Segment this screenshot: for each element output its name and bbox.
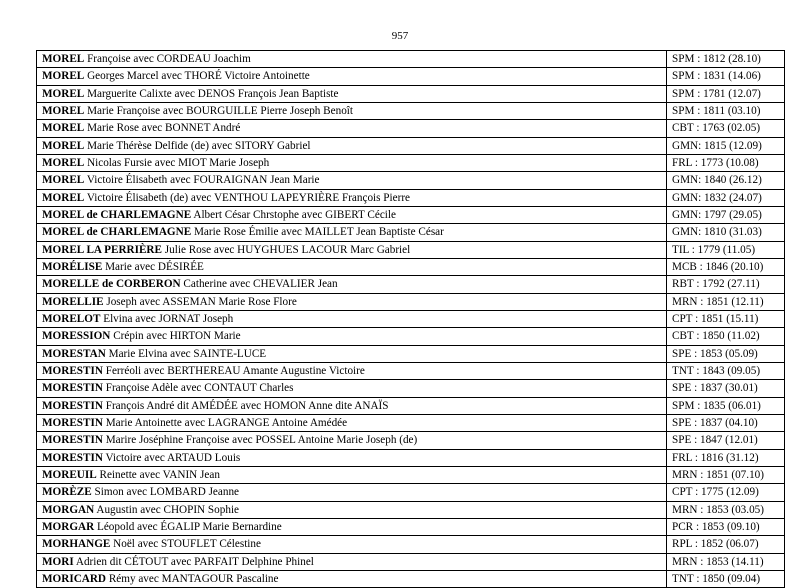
record-entry-cell [37, 241, 667, 258]
record-entry-cell [37, 362, 667, 379]
page-number: 957 [391, 30, 409, 42]
record-surname: MOREL [42, 53, 85, 65]
table-row [37, 102, 785, 119]
table-row [37, 345, 785, 362]
record-entry-cell [37, 68, 667, 85]
record-entry-cell [37, 224, 667, 241]
table-row [37, 328, 785, 345]
record-reference-cell: CPT : 1775 (12.09) [667, 484, 785, 501]
record-entry-cell [37, 276, 667, 293]
record-detail: Françoise Adèle avec CONTAUT Charles [102, 382, 294, 395]
record-surname: MOREUIL [42, 468, 97, 481]
record-detail: Marie Antoinette avec LAGRANGE Antoine Amédée [102, 416, 348, 429]
record-reference-cell: SPM : 1811 (03.10) [667, 102, 785, 119]
table-row [37, 137, 785, 154]
record-entry-cell [37, 484, 667, 501]
record-entry-cell [37, 293, 667, 310]
record-surname: MORELOT [42, 312, 101, 325]
record-surname: MORESTAN [42, 347, 106, 360]
record-detail: Léopold avec ÉGALIP Marie Bernardine [94, 520, 282, 533]
record-reference-cell: FRL : 1773 (10.08) [667, 154, 785, 171]
record-reference-cell: GMN: 1797 (29.05) [667, 206, 785, 223]
record-surname: MOREL [42, 156, 85, 169]
record-reference-cell: CBT : 1850 (11.02) [667, 328, 785, 345]
record-detail: Simon avec LOMBARD Jeanne [91, 486, 240, 499]
record-detail: Rémy avec MANTAGOUR Pascaline [106, 572, 279, 585]
record-detail: Nicolas Fursie avec MIOT Marie Joseph [84, 156, 270, 169]
record-surname: MOREL [42, 191, 85, 204]
record-reference-cell: SPE : 1837 (30.01) [667, 380, 785, 397]
table-row [37, 120, 785, 137]
record-surname: MOREL [42, 174, 85, 187]
record-surname: MORICARD [42, 572, 107, 585]
record-surname: MORESSION [42, 330, 111, 343]
table-row [37, 414, 785, 431]
record-surname: MOREL [42, 104, 85, 117]
record-detail: Julie Rose avec HUYGHUES LACOUR Marc Gabriel [161, 243, 411, 256]
record-surname: MORESTIN [42, 364, 103, 377]
record-entry-cell [37, 102, 667, 119]
record-detail: Ferréoli avec BERTHEREAU Amante Augustine Victoire [102, 364, 365, 377]
record-detail: Marie Françoise avec BOURGUILLE Pierre Joseph Benoît [84, 104, 354, 117]
records-table-container [36, 50, 764, 588]
table-row [37, 241, 785, 258]
table-row [37, 206, 785, 223]
record-surname: MORÉLISE [42, 260, 103, 273]
record-reference-cell: MRN : 1851 (12.11) [667, 293, 785, 310]
record-detail: Adrien dit CÉTOUT avec PARFAIT Delphine Phinel [73, 555, 314, 568]
table-row [37, 484, 785, 501]
record-reference-cell: SPM : 1812 (28.10) [667, 51, 785, 68]
record-entry-cell [37, 137, 667, 154]
record-surname: MORGAR [42, 520, 95, 533]
record-detail: Victoire avec ARTAUD Louis [102, 451, 241, 464]
record-entry-cell [37, 310, 667, 327]
record-entry-cell [37, 466, 667, 483]
record-entry-cell [37, 397, 667, 414]
table-row [37, 224, 785, 241]
record-detail: Albert César Chrstophe avec GIBERT Cécile [191, 208, 396, 221]
table-row [37, 276, 785, 293]
record-detail: Reinette avec VANIN Jean [96, 468, 220, 481]
record-reference-cell: RPL : 1852 (06.07) [667, 536, 785, 553]
record-detail: François André dit AMÉDÉE avec HOMON Anne dite ANAÏS [102, 399, 389, 412]
record-detail: Victoire Élisabeth avec FOURAIGNAN Jean Marie [84, 174, 320, 187]
record-reference-cell: MRN : 1853 (14.11) [667, 553, 785, 570]
record-surname: MOREL [42, 122, 85, 135]
table-row [37, 85, 785, 102]
record-detail: Marie Rose avec BONNET André [84, 122, 241, 135]
record-surname: MOREL de CHARLEMAGNE [42, 226, 192, 239]
record-entry-cell [37, 51, 667, 68]
table-row [37, 553, 785, 570]
record-reference-cell: GMN: 1810 (31.03) [667, 224, 785, 241]
record-surname: MORÈZE [42, 486, 92, 499]
record-reference-cell: SPM : 1781 (12.07) [667, 85, 785, 102]
record-surname: MOREL [42, 87, 85, 100]
table-row [37, 258, 785, 275]
record-detail: Marie Rose Émilie avec MAILLET Jean Baptiste César [191, 226, 444, 239]
record-surname: MORELLIE [42, 295, 104, 308]
table-row [37, 397, 785, 414]
record-reference-cell: MRN : 1853 (03.05) [667, 501, 785, 518]
record-entry-cell [37, 85, 667, 102]
record-reference-cell: SPE : 1847 (12.01) [667, 432, 785, 449]
table-row [37, 466, 785, 483]
record-reference-cell: CBT : 1763 (02.05) [667, 120, 785, 137]
table-row [37, 362, 785, 379]
record-reference-cell: TNT : 1850 (09.04) [667, 570, 785, 587]
record-entry-cell [37, 536, 667, 553]
record-entry-cell [37, 206, 667, 223]
record-surname: MORESTIN [42, 382, 103, 395]
table-row [37, 189, 785, 206]
record-reference-cell: RBT : 1792 (27.11) [667, 276, 785, 293]
record-detail: Françoise avec CORDEAU Joachim [84, 53, 251, 65]
record-reference-cell: PCR : 1853 (09.10) [667, 518, 785, 535]
table-row [37, 449, 785, 466]
record-detail: Marire Joséphine Françoise avec POSSEL Antoine Marie Joseph (de) [102, 434, 418, 447]
record-surname: MORESTIN [42, 399, 103, 412]
record-surname: MORHANGE [42, 538, 111, 551]
record-detail: Joseph avec ASSEMAN Marie Rose Flore [103, 295, 297, 308]
record-surname: MOREL [42, 139, 85, 152]
record-detail: Marguerite Calixte avec DENOS François Jean Baptiste [84, 87, 339, 100]
record-reference-cell: GMN: 1815 (12.09) [667, 137, 785, 154]
table-row [37, 518, 785, 535]
record-reference-cell: SPE : 1853 (05.09) [667, 345, 785, 362]
record-reference-cell: SPM : 1835 (06.01) [667, 397, 785, 414]
table-row [37, 570, 785, 587]
record-detail: Marie avec DÉSIRÉE [102, 260, 204, 273]
records-table [36, 50, 785, 588]
record-detail: Victoire Élisabeth (de) avec VENTHOU LAPEYRIÈRE François Pierre [84, 191, 411, 204]
record-entry-cell [37, 189, 667, 206]
record-detail: Noël avec STOUFLET Célestine [110, 538, 261, 551]
table-row [37, 432, 785, 449]
record-surname: MORELLE de CORBERON [42, 278, 181, 291]
table-row [37, 536, 785, 553]
table-row [37, 310, 785, 327]
record-surname: MORESTIN [42, 434, 103, 447]
record-entry-cell [37, 380, 667, 397]
record-detail: Elvina avec JORNAT Joseph [100, 312, 234, 325]
record-reference-cell: MRN : 1851 (07.10) [667, 466, 785, 483]
table-row [37, 154, 785, 171]
record-reference-cell: SPM : 1831 (14.06) [667, 68, 785, 85]
record-entry-cell [37, 328, 667, 345]
record-entry-cell [37, 432, 667, 449]
record-surname: MORESTIN [42, 451, 103, 464]
record-entry-cell [37, 172, 667, 189]
record-reference-cell: TIL : 1779 (11.05) [667, 241, 785, 258]
record-surname: MOREL LA PERRIÈRE [42, 243, 162, 256]
record-entry-cell [37, 120, 667, 137]
record-detail: Augustin avec CHOPIN Sophie [94, 503, 240, 516]
record-reference-cell: GMN: 1832 (24.07) [667, 189, 785, 206]
record-surname: MORI [42, 555, 74, 568]
record-detail: Crépin avec HIRTON Marie [110, 330, 241, 343]
record-entry-cell [37, 501, 667, 518]
table-row [37, 68, 785, 85]
record-entry-cell [37, 518, 667, 535]
record-reference-cell: GMN: 1840 (26.12) [667, 172, 785, 189]
table-row [37, 172, 785, 189]
table-row [37, 380, 785, 397]
record-reference-cell: CPT : 1851 (15.11) [667, 310, 785, 327]
record-entry-cell [37, 553, 667, 570]
record-surname: MORESTIN [42, 416, 103, 429]
record-reference-cell: FRL : 1816 (31.12) [667, 449, 785, 466]
record-entry-cell [37, 570, 667, 587]
table-row [37, 501, 785, 518]
record-reference-cell: MCB : 1846 (20.10) [667, 258, 785, 275]
record-reference-cell: TNT : 1843 (09.05) [667, 362, 785, 379]
table-row [37, 293, 785, 310]
record-surname: MOREL [42, 70, 85, 83]
table-row [37, 51, 785, 68]
record-detail: Marie Thérèse Delfide (de) avec SITORY Gabriel [84, 139, 311, 152]
record-entry-cell [37, 449, 667, 466]
record-detail: Marie Elvina avec SAINTE-LUCE [105, 347, 267, 360]
record-entry-cell [37, 414, 667, 431]
records-table-body [37, 51, 785, 588]
record-entry-cell [37, 154, 667, 171]
record-surname: MORGAN [42, 503, 95, 516]
record-entry-cell [37, 345, 667, 362]
record-detail: Georges Marcel avec THORÉ Victoire Antoinette [84, 70, 310, 83]
record-detail: Catherine avec CHEVALIER Jean [180, 278, 338, 291]
record-reference-cell: SPE : 1837 (04.10) [667, 414, 785, 431]
record-surname: MOREL de CHARLEMAGNE [42, 208, 192, 221]
record-entry-cell [37, 258, 667, 275]
